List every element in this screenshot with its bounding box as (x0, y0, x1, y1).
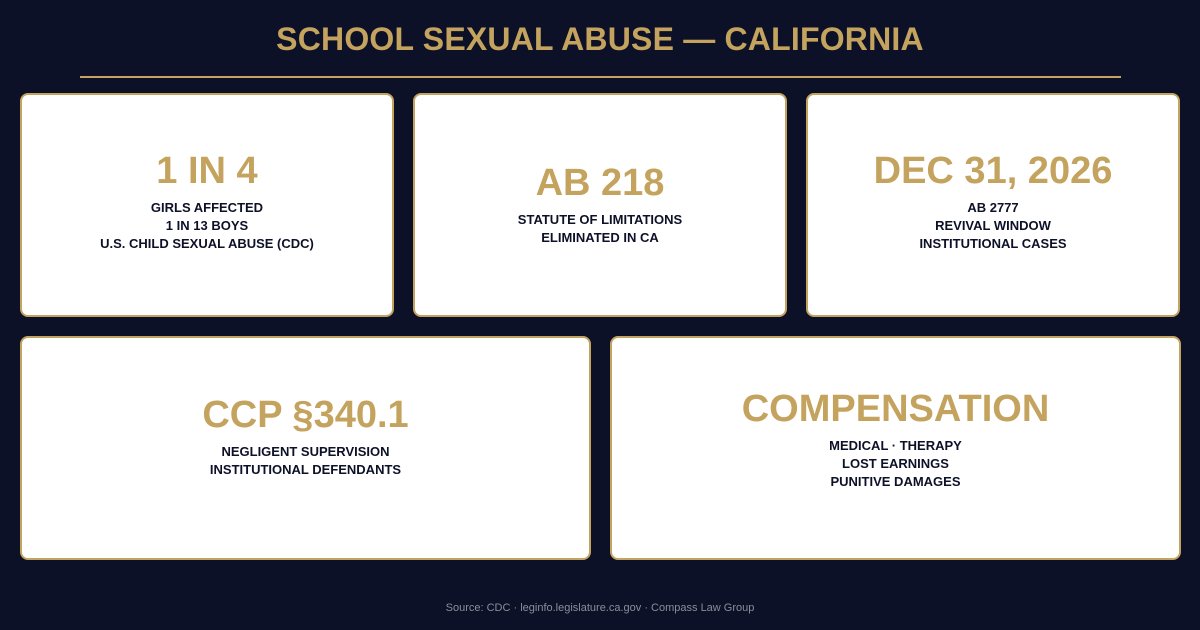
stat-headline: AB 218 (535, 162, 665, 204)
stat-card-ccp-340-1 (20, 336, 591, 560)
stat-description (100, 199, 314, 253)
stat-card-deadline (806, 93, 1180, 317)
stat-line: INSTITUTIONAL CASES (919, 236, 1067, 251)
stat-headline: CCP §340.1 (202, 394, 409, 436)
source-footnote: Source: CDC · leginfo.legislature.ca.gov · Compass Law Group (445, 602, 755, 614)
stat-description (518, 211, 682, 247)
stat-line: MEDICAL · THERAPY (829, 438, 962, 453)
stat-headline: 1 IN 4 (156, 150, 258, 192)
stat-headline: DEC 31, 2026 (873, 150, 1113, 192)
page-title: SCHOOL SEXUAL ABUSE — CALIFORNIA (276, 21, 924, 57)
title-divider (80, 76, 1121, 78)
stat-description (919, 199, 1066, 253)
stat-line: GIRLS AFFECTED (150, 200, 264, 215)
stat-card-prevalence (20, 93, 394, 317)
stat-line: INSTITUTIONAL DEFENDANTS (209, 462, 402, 477)
stat-line: 1 IN 13 BOYS (165, 218, 249, 233)
stat-line: LOST EARNINGS (842, 456, 949, 471)
stat-line: STATUTE OF LIMITATIONS (517, 212, 683, 227)
stat-description (829, 437, 962, 491)
stat-headline: COMPENSATION (741, 388, 1050, 430)
stat-description (210, 443, 401, 479)
stat-card-ab218 (413, 93, 787, 317)
stat-line: ELIMINATED IN CA (541, 230, 659, 245)
stat-card-compensation (610, 336, 1181, 560)
stat-line: NEGLIGENT SUPERVISION (221, 444, 390, 459)
stat-line: U.S. CHILD SEXUAL ABUSE (CDC) (100, 236, 314, 251)
stat-line: REVIVAL WINDOW (935, 218, 1051, 233)
stat-line: PUNITIVE DAMAGES (830, 474, 961, 489)
stat-line: AB 2777 (967, 200, 1019, 215)
